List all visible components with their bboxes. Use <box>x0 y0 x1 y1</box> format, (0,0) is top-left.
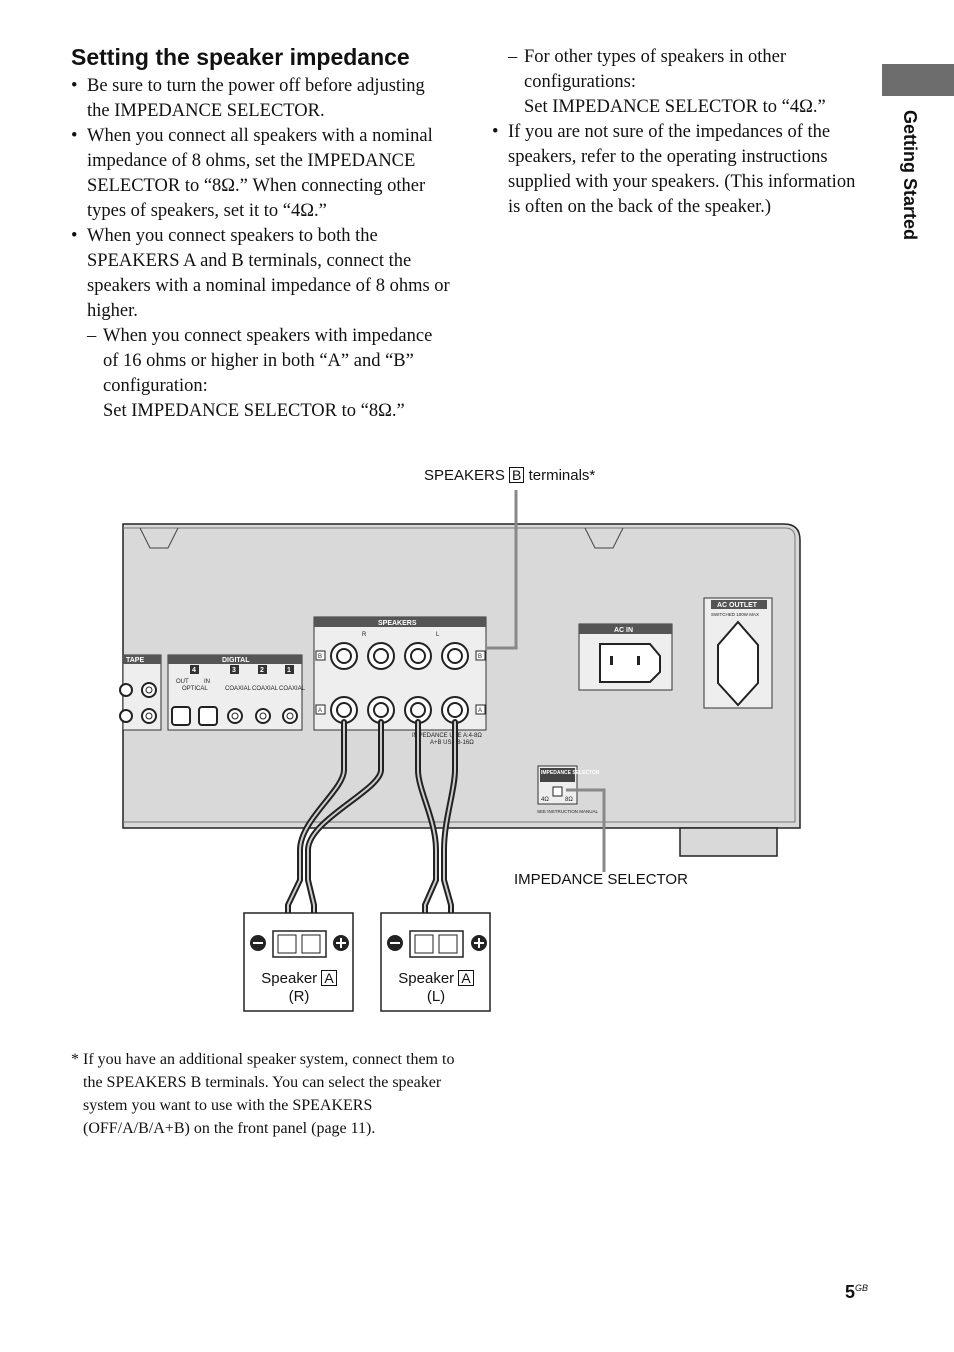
digital-num-1: 1 <box>287 667 291 674</box>
sub-item-16-ohm-text: When you connect speakers with impedance of 16 ohms or higher in both “A” and “B” configuration: <box>103 326 433 396</box>
speaker-l-letter: A <box>458 970 473 986</box>
coaxial-2-label: COAXIAL <box>252 686 279 692</box>
row-b-label-right: B <box>478 654 483 660</box>
digital-num-3: 3 <box>232 667 236 674</box>
impedance-use-a-note: IMPEDANCE USE A:4-8Ω <box>412 733 482 739</box>
see-manual-note: SEE INSTRUCTION MANUAL <box>537 809 599 814</box>
tape-label: TAPE <box>126 657 145 664</box>
ac-in-label: AC IN <box>614 627 634 634</box>
ac-inlet-socket <box>600 644 660 682</box>
page-title: Setting the speaker impedance <box>71 44 410 70</box>
footnote-star: * <box>71 1051 79 1068</box>
impedance-selector-plate-label: IMPEDANCE SELECTOR <box>541 770 600 776</box>
speakers-b-callout-pre: SPEAKERS <box>424 467 505 484</box>
section-tab-label: Getting Started <box>900 110 920 241</box>
speakers-b-callout-post: terminals* <box>528 467 596 484</box>
digital-num-2: 2 <box>260 667 264 674</box>
speaker-l-side: (L) <box>426 988 446 1005</box>
left-channel-label: L <box>436 632 440 638</box>
page-suffix: GB <box>855 1283 869 1293</box>
ac-outlet-label: AC OUTLET <box>717 602 758 609</box>
sub-item-16-ohm: – When you connect speakers with impedance of 16 ohms or higher in both “A” and “B” configuration: Set IMPEDANCE SELECTOR to “8Ω.” <box>87 326 433 421</box>
footnote-text: If you have an additional speaker system, connect them to the SPEAKERS B terminals. You can select the speaker system you want to use with the SPEAKERS (OFF/A/B/A+B) on the front panel (page 11). <box>83 1051 455 1137</box>
speakers-panel-label: SPEAKERS <box>378 620 417 627</box>
selector-4-ohm: 4Ω <box>541 797 549 803</box>
sub-item-other-set: Set IMPEDANCE SELECTOR to “4Ω.” <box>524 97 826 117</box>
impedance-selector-callout: IMPEDANCE SELECTOR <box>514 871 688 888</box>
row-b-label-left: B <box>318 654 323 660</box>
page-number-value: 5 <box>845 1282 856 1302</box>
optical-out-label: OUT <box>176 679 189 685</box>
optical-in-label: IN <box>204 679 210 685</box>
impedance-use-ab-note: A+B USE 8-16Ω <box>430 740 474 746</box>
speaker-l-label <box>381 970 491 1006</box>
bullet-not-sure: • If you are not sure of the impedances of the speakers, refer to the operating instructions supplied with your speakers. (This information is often on the back of the speaker.) <box>492 120 872 220</box>
speaker-r-letter: A <box>321 970 336 986</box>
speaker-l-word: Speaker <box>398 970 455 987</box>
speaker-r-label <box>244 970 354 1006</box>
sub-item-other-types: – For other types of speakers in other configurations: Set IMPEDANCE SELECTOR to “4Ω.” <box>508 47 826 117</box>
speakers-b-letter: B <box>509 467 524 483</box>
speaker-r-word: Speaker <box>261 970 318 987</box>
speakers-b-callout <box>424 467 595 484</box>
optical-label: OPTICAL <box>182 686 208 692</box>
row-a-label-right: A <box>478 708 483 714</box>
sub-item-16-ohm-set: Set IMPEDANCE SELECTOR to “8Ω.” <box>103 401 405 421</box>
receiver-foot <box>680 828 777 856</box>
footnote <box>71 1048 456 1140</box>
speaker-r-side: (R) <box>288 988 310 1005</box>
digital-label: DIGITAL <box>222 657 250 664</box>
coaxial-3-label: COAXIAL <box>225 686 252 692</box>
bullet-8-ohm: • When you connect all speakers with a nominal impedance of 8 ohms, set the IMPEDANCE SELECTOR to “8Ω.” When connecting other types of speakers, set it to “4Ω.” <box>71 124 451 224</box>
selector-8-ohm: 8Ω <box>565 797 573 803</box>
switched-max-label: SWITCHED 100W MAX <box>711 612 760 617</box>
row-a-label-left: A <box>318 708 323 714</box>
page-number <box>845 1282 868 1303</box>
bullet-power-off: • Be sure to turn the power off before adjusting the IMPEDANCE SELECTOR. <box>71 74 451 124</box>
coaxial-1-label: COAXIAL <box>279 686 306 692</box>
bullet-a-b-terminals: • When you connect speakers to both the SPEAKERS A and B terminals, connect the speakers with a nominal impedance of 8 ohms or higher. <box>71 224 451 324</box>
sub-item-other-text: For other types of speakers in other configurations: <box>524 47 787 92</box>
right-channel-label: R <box>362 632 367 638</box>
digital-num-4: 4 <box>192 667 196 674</box>
